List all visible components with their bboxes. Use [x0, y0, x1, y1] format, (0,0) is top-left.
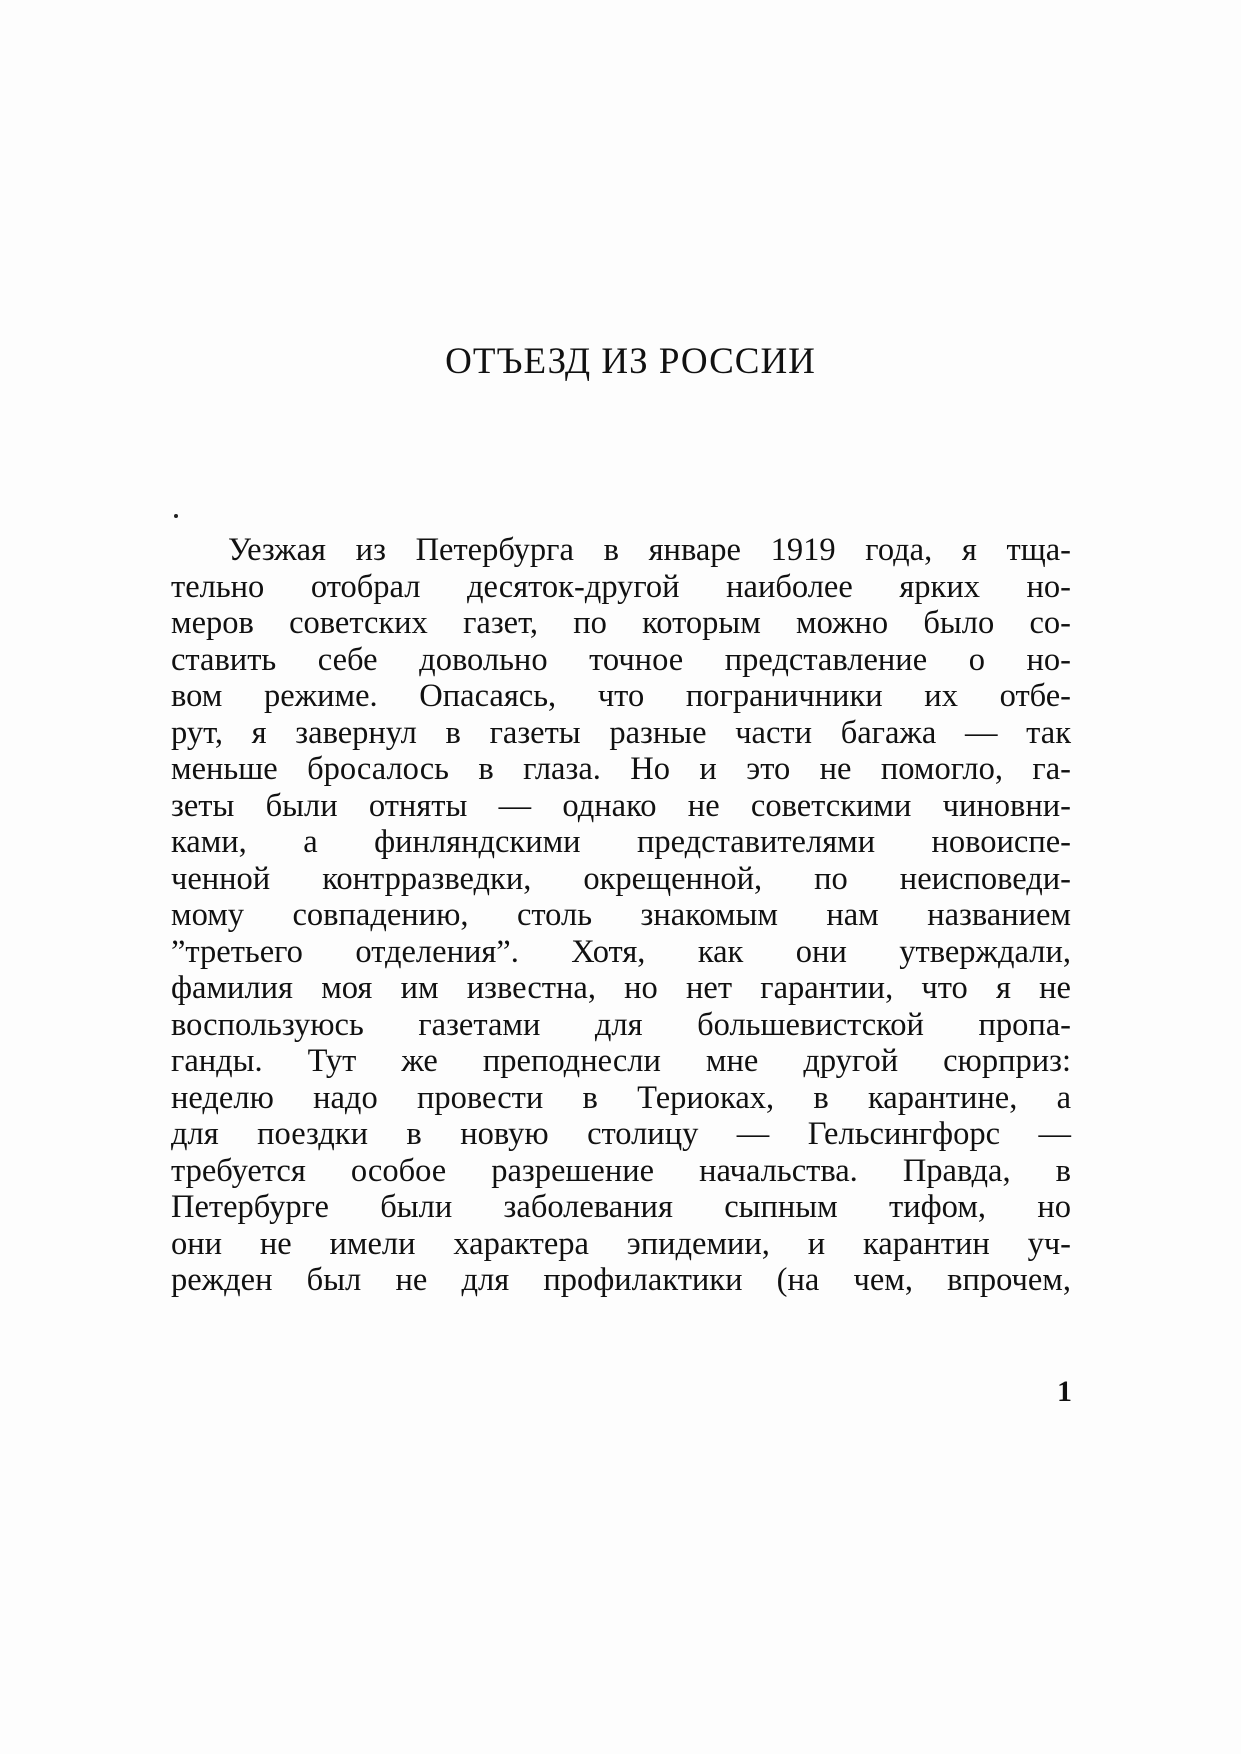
text-line: Петербурге были заболевания сыпным тифом, но	[171, 1189, 1071, 1225]
text-line: тельно отобрал десяток-другой наиболее ярких но-	[171, 568, 1071, 605]
text-line: ганды. Тут же преподнесли мне другой сюрприз:	[171, 1043, 1071, 1079]
chapter-title: ОТЪЕЗД ИЗ РОССИИ	[445, 341, 816, 382]
text-line: ставить себе довольно точное представление о но-	[171, 641, 1071, 678]
text-line: вом режиме. Опасаясь, что пограничники их отбе-	[171, 678, 1071, 714]
text-line: меньше бросалось в глаза. Но и это не помогло, га-	[171, 751, 1071, 787]
text-line: рут, я завернул в газеты разные части багажа — так	[171, 714, 1071, 751]
text-line: режден был не для профилактики (на чем, впрочем,	[171, 1262, 1071, 1298]
text-line: Уезжая из Петербурга в январе 1919 года, я тща-	[228, 532, 1071, 568]
text-line: меров советских газет, по которым можно было со-	[171, 605, 1071, 641]
text-line: ченной контрразведки, окрещенной, по неисповеди-	[171, 860, 1071, 897]
text-line: воспользуюсь газетами для большевистской пропа-	[171, 1006, 1071, 1043]
text-line: они не имели характера эпидемии, и карантин уч-	[171, 1225, 1071, 1262]
text-line: требуется особое разрешение начальства. Правда, в	[171, 1152, 1071, 1189]
body-text	[171, 532, 1071, 1299]
text-line: зеты были отняты — однако не советскими чиновни-	[171, 787, 1071, 824]
text-line: ”третьего отделения”. Хотя, как они утверждали,	[171, 933, 1071, 970]
print-speck	[174, 514, 178, 518]
text-line: для поездки в новую столицу — Гельсингфорс —	[171, 1116, 1071, 1152]
text-line: ками, а финляндскими представителями новоиспе-	[171, 824, 1071, 860]
text-line: мому совпадению, столь знакомым нам названием	[171, 897, 1071, 933]
page-number: 1	[1057, 1375, 1072, 1408]
text-line: неделю надо провести в Териоках, в карантине, а	[171, 1079, 1071, 1116]
text-line: фамилия моя им известна, но нет гарантии, что я не	[171, 970, 1071, 1006]
